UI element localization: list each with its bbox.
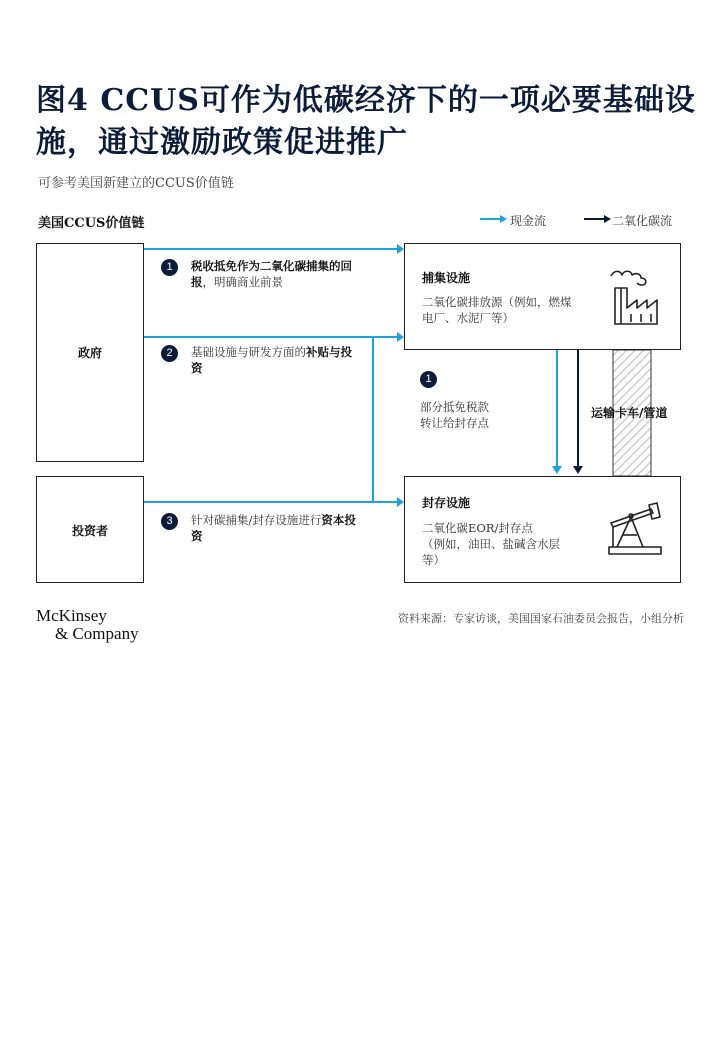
oil-pump-icon xyxy=(603,499,665,557)
subtitle: 可参考美国新建立的CCUS价值链 xyxy=(38,176,234,191)
storage-facility-desc-1: 二氧化碳EOR/封存点 xyxy=(422,521,533,535)
flow-2-bold-text: 补贴与投资 xyxy=(191,345,352,375)
flow-3-pre-text: 针对碳捕集/封存设施进行 xyxy=(191,513,322,527)
transport-label: 运输卡车/管道 xyxy=(591,406,668,420)
investor-label: 投资者 xyxy=(71,524,108,538)
section-label: 美国CCUS价值链 xyxy=(38,216,145,231)
flow-2-pre-text: 基础设施与研发方面的 xyxy=(191,345,306,359)
capture-facility-label: 捕集设施 xyxy=(422,271,471,285)
government-box xyxy=(36,243,144,462)
flow-1b-line-2: 转让给封存点 xyxy=(420,416,489,430)
flow-3-bold-text: 资本投资 xyxy=(191,513,356,543)
government-label: 政府 xyxy=(77,346,102,360)
mckinsey-logo xyxy=(36,607,139,643)
co2-flow-legend-label: 二氧化碳流 xyxy=(612,214,673,228)
logo-line-1: McKinsey xyxy=(36,606,107,625)
flow-2-text xyxy=(191,344,363,376)
investor-box xyxy=(36,476,144,583)
flow-1b-line-1: 部分抵免税款 xyxy=(420,400,489,414)
storage-facility-desc-2: （例如，油田、盐碱含水层等） xyxy=(422,537,560,567)
storage-facility-label: 封存设施 xyxy=(422,496,471,510)
flow-1-rest-text: ，明确商业前景 xyxy=(202,275,283,289)
capture-facility-box xyxy=(404,243,681,350)
flow-3-text xyxy=(191,512,363,544)
flow-1-text xyxy=(191,258,371,290)
source-note: 资料来源：专家访谈，美国国家石油委员会报告，小组分析 xyxy=(398,612,684,625)
flow-1b-number-badge: 1 xyxy=(420,371,437,388)
flow-1-number-badge: 1 xyxy=(161,259,178,276)
flow-3-number-badge: 3 xyxy=(161,513,178,530)
cash-flow-legend-label: 现金流 xyxy=(510,214,547,228)
flow-2-number-badge: 2 xyxy=(161,345,178,362)
storage-facility-box xyxy=(404,476,681,583)
page-title: 图4 CCUS可作为低碳经济下的一项必要基础设施，通过激励政策促进推广 xyxy=(36,83,696,160)
factory-icon xyxy=(601,266,663,326)
logo-line-2: & Company xyxy=(55,624,139,643)
flow-1-bold-text: 税收抵免作为二氧化碳捕集的回报 xyxy=(191,259,352,289)
capture-facility-desc: 二氧化碳排放源（例如，燃煤电厂、水泥厂等） xyxy=(422,295,572,325)
